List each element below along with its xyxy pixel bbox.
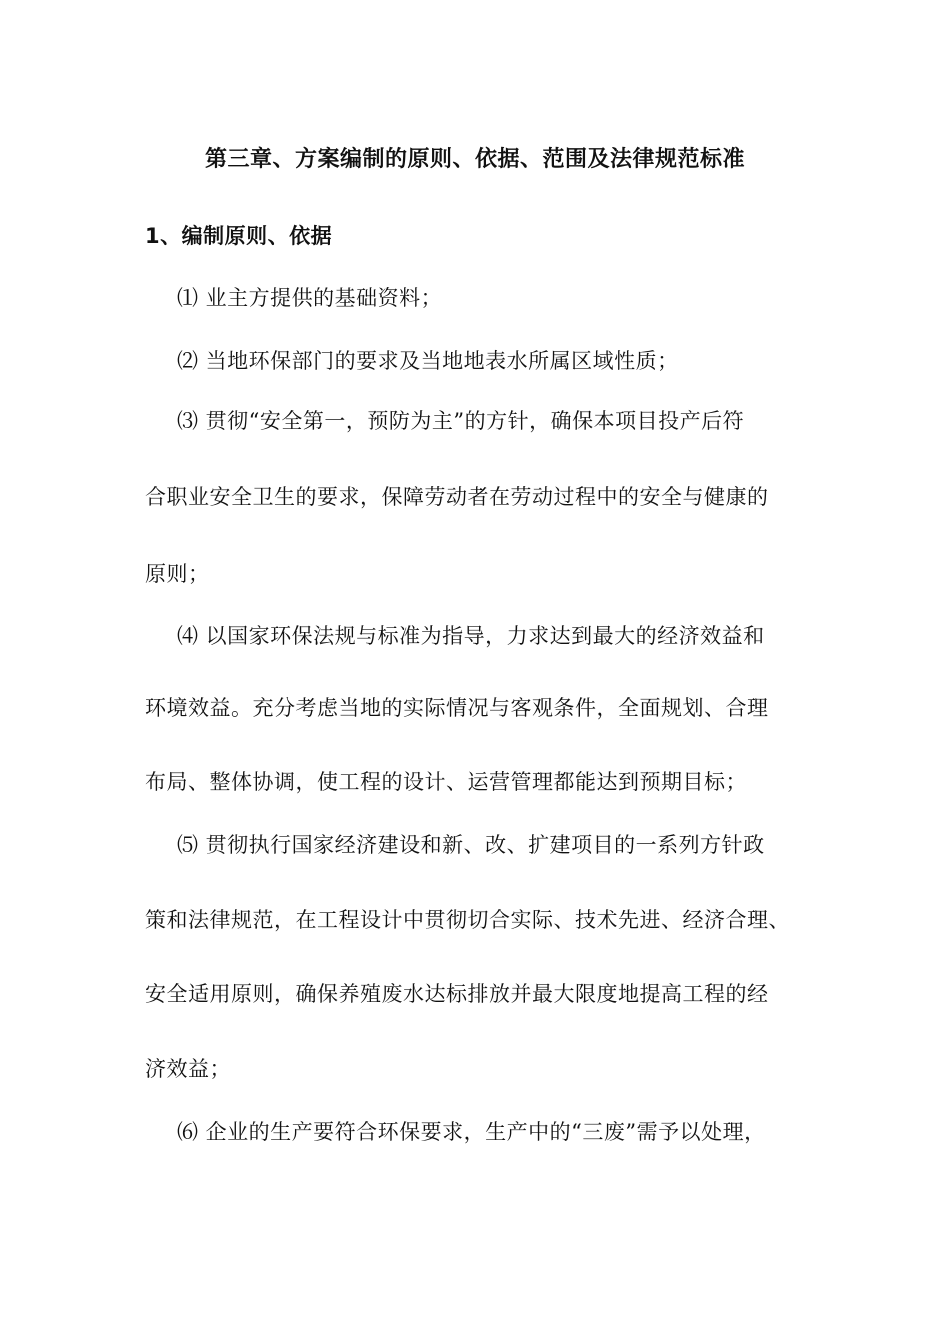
paragraph-line: ⑸ 贯彻执行国家经济建设和新、改、扩建项目的一系列方针政: [177, 833, 765, 857]
paragraph-line: 安全适用原则，确保养殖废水达标排放并最大限度地提高工程的经: [145, 982, 769, 1006]
paragraph-line: 策和法律规范，在工程设计中贯彻切合实际、技术先进、经济合理、: [145, 908, 790, 932]
section-heading: 1、编制原则、依据: [145, 224, 333, 248]
paragraph-line: ⑴ 业主方提供的基础资料；: [177, 286, 443, 310]
paragraph-line: ⑵ 当地环保部门的要求及当地地表水所属区域性质；: [177, 349, 679, 373]
paragraph-line: 合职业安全卫生的要求，保障劳动者在劳动过程中的安全与健康的: [145, 485, 769, 509]
chapter-title: 第三章、方案编制的原则、依据、范围及法律规范标准: [204, 147, 745, 172]
paragraph-line: ⑷ 以国家环保法规与标准为指导，力求达到最大的经济效益和: [177, 624, 765, 648]
paragraph-line: ⑹ 企业的生产要符合环保要求，生产中的“三废”需予以处理，: [177, 1120, 766, 1144]
paragraph-line: 原则；: [145, 562, 210, 586]
paragraph-line: 布局、整体协调，使工程的设计、运营管理都能达到预期目标；: [145, 770, 747, 794]
paragraph-line: 济效益；: [145, 1057, 231, 1081]
paragraph-line: 环境效益。充分考虑当地的实际情况与客观条件，全面规划、合理: [145, 696, 769, 720]
paragraph-line: ⑶ 贯彻“安全第一，预防为主”的方针，确保本项目投产后符: [177, 409, 745, 433]
